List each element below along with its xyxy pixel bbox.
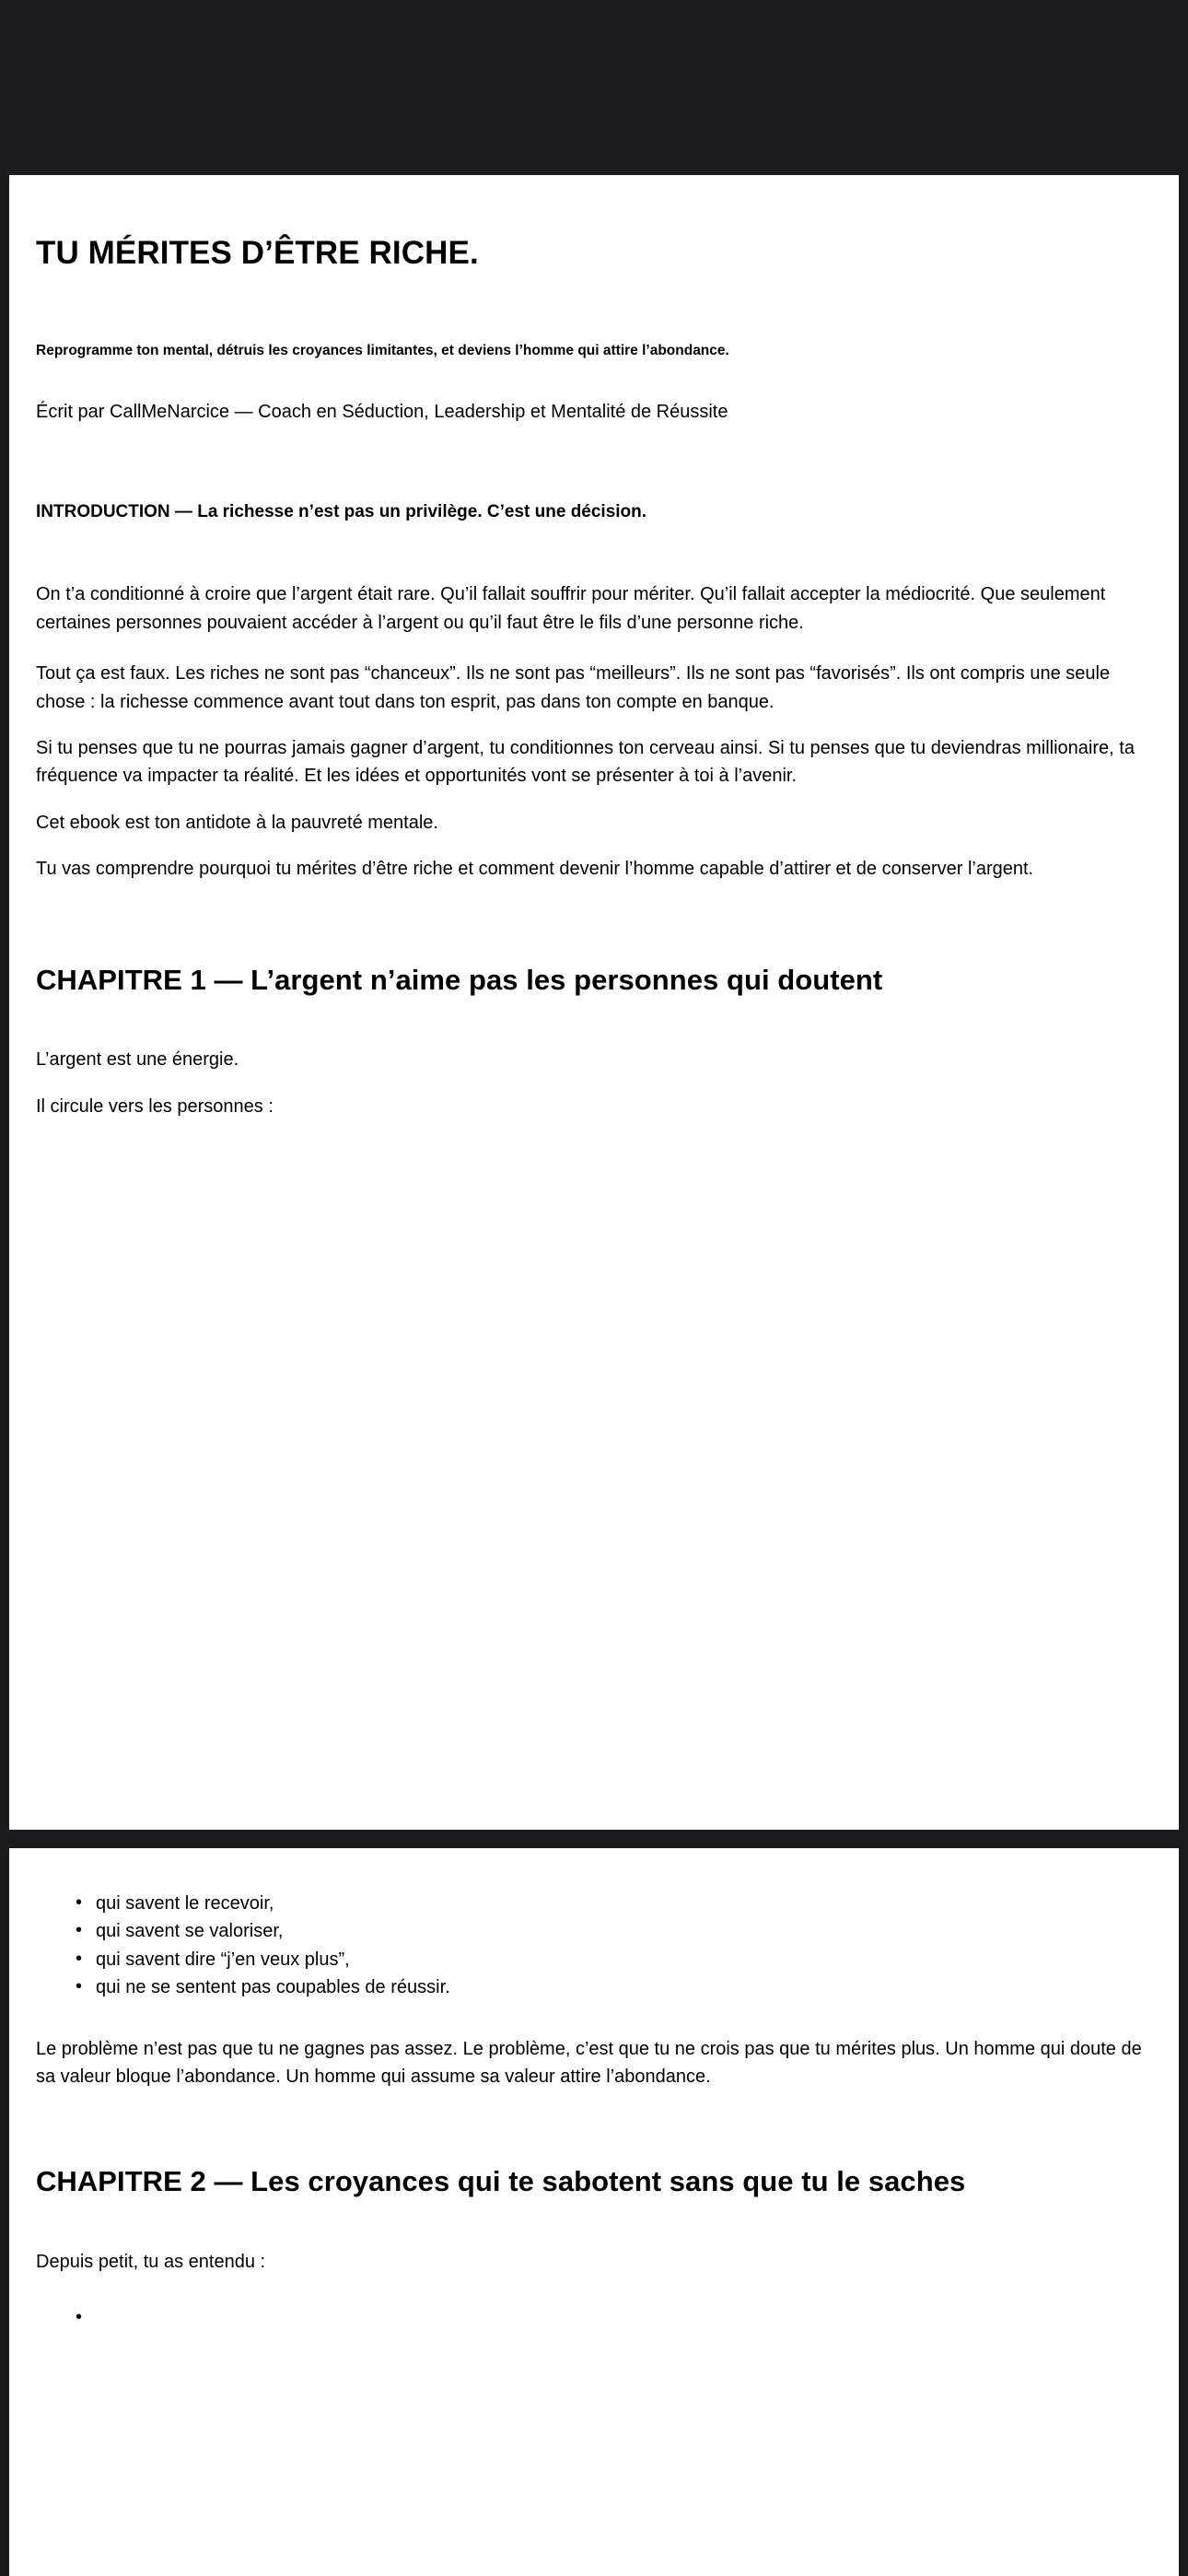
chapter-2-bullet-list	[36, 2277, 1152, 2332]
chapter-1-bullet-list	[36, 1848, 1152, 2002]
introduction-paragraph-4: Cet ebook est ton antidote à la pauvreté mentale.	[36, 812, 438, 833]
page-title: TU MÉRITES D’ÊTRE RICHE.	[36, 235, 479, 271]
viewer-top-chrome	[0, 0, 1188, 175]
page-break-divider	[0, 1830, 1188, 1848]
document-byline: Écrit par CallMeNarcice — Coach en Séduction, Leadership et Mentalité de Réussite	[36, 401, 728, 422]
introduction-paragraph-1: On t’a conditionné à croire que l’argent était rare. Qu’il fallait souffrir pour mériter. Qu’il fallait accepter la médiocrité. Que seulement certaines personnes pouvaient accéder à l’argent ou qu’il faut être le fils d’une personne riche.	[36, 584, 1106, 633]
introduction-paragraph-2: Tout ça est faux. Les riches ne sont pas “chanceux”. Ils ne sont pas “meilleurs”. Ils ne sont pas “favorisés”. Ils ont compris une seule chose : la richesse commence avant tout dans ton esprit, pas dans ton compte en banque.	[36, 663, 1111, 712]
chapter-1-paragraph-2: Il circule vers les personnes :	[36, 1095, 274, 1117]
introduction-paragraph-3: Si tu penses que tu ne pourras jamais gagner d’argent, tu conditionnes ton cerveau ainsi. Si tu penses que tu deviendras millionaire, ta fréquence va impacter ta réalité. Et les idées et opportunités vont se présenter à toi à l’avenir.	[36, 738, 1135, 787]
chapter-2-paragraph-1: Depuis petit, tu as entendu :	[36, 2252, 266, 2273]
list-item: • qui savent le recevoir,	[76, 1890, 1152, 1917]
document-page-1	[9, 175, 1179, 1830]
chapter-1-heading: CHAPITRE 1 — L’argent n’aime pas les personnes qui doutent	[36, 963, 883, 996]
chapter-1-paragraph-1: L’argent est une énergie.	[36, 1049, 239, 1071]
introduction-paragraph-5: Tu vas comprendre pourquoi tu mérites d’être riche et comment devenir l’homme capable d’attirer et de conserver l’argent.	[36, 859, 1034, 880]
chapter-2-heading: CHAPITRE 2 — Les croyances qui te sabotent sans que tu le saches	[36, 2165, 966, 2198]
list-item	[76, 2304, 1152, 2332]
list-item: • qui savent se valoriser,	[76, 1917, 1152, 1945]
document-page-2	[9, 1848, 1179, 2576]
introduction-heading: INTRODUCTION — La richesse n’est pas un privilège. C’est une décision.	[36, 501, 647, 521]
list-item: • qui savent dire “j’en veux plus”,	[76, 1946, 1152, 1973]
list-item: • qui ne se sentent pas coupables de réussir.	[76, 1973, 1152, 2001]
chapter-1-closing-paragraph: Le problème n’est pas que tu ne gagnes pas assez. Le problème, c’est que tu ne crois pas que tu mérites plus. Un homme qui doute de sa valeur bloque l’abondance. Un homme qui assume sa valeur attire l’abondance.	[36, 2038, 1142, 2087]
document-subtitle: Reprogramme ton mental, détruis les croyances limitantes, et deviens l’homme qui attire l’abondance.	[36, 342, 729, 358]
